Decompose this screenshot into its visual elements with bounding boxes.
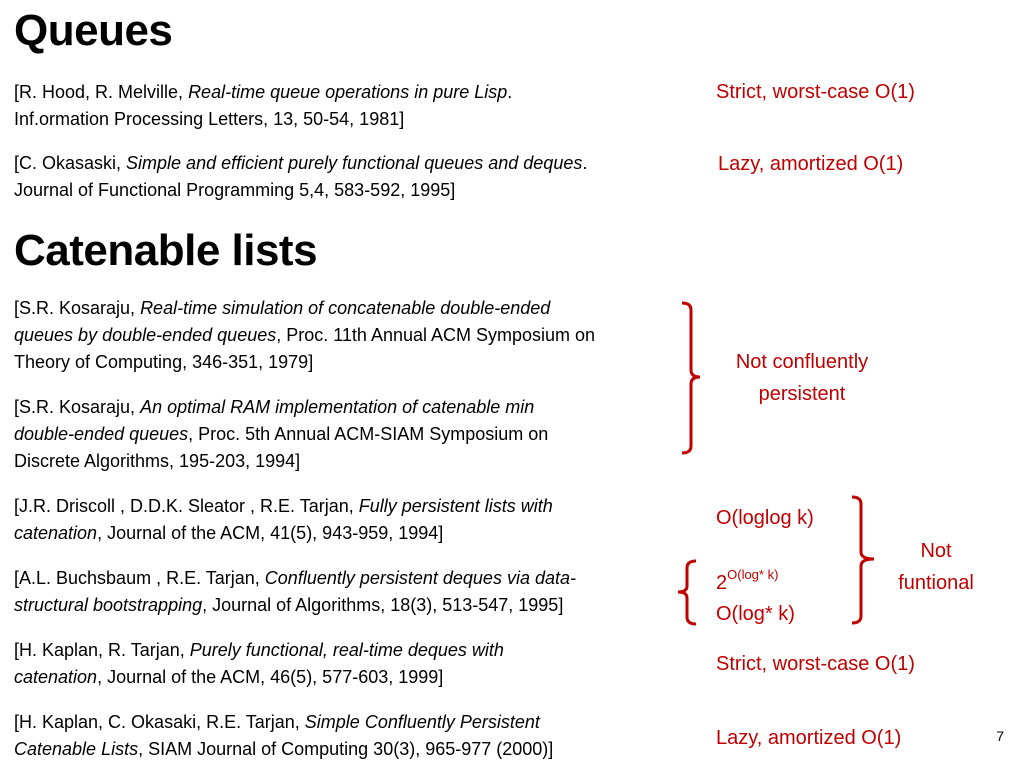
annotation-lazy-amortized: Lazy, amortized O(1) xyxy=(718,153,904,175)
reference-authors: [H. Kaplan, C. Okasaki, R.E. Tarjan, xyxy=(14,712,305,732)
reference-title: Real-time simulation of concatenable double-ended xyxy=(140,298,551,318)
reference-kaplan-okasaki-tarjan xyxy=(14,709,553,763)
annotation-base: 2 xyxy=(716,572,728,594)
heading-queues: Queues xyxy=(14,6,173,55)
reference-kosaraju-1979 xyxy=(14,295,595,376)
annotation-log-star: O(log* k) xyxy=(716,603,795,625)
reference-venue: Theory of Computing, 346-351, 1979] xyxy=(14,352,314,372)
reference-venue: , Proc. 5th Annual ACM-SIAM Symposium on xyxy=(188,424,549,444)
annotation-line: funtional xyxy=(898,572,974,594)
reference-venue: Discrete Algorithms, 195-203, 1994] xyxy=(14,451,301,471)
reference-venue: , Proc. 11th Annual ACM Symposium on xyxy=(276,325,596,345)
reference-venue: . xyxy=(507,82,513,102)
annotation-strict-worst-case: Strict, worst-case O(1) xyxy=(716,81,915,103)
annotation-loglog: O(loglog k) xyxy=(716,507,814,529)
reference-venue: , Journal of the ACM, 46(5), 577-603, 1999] xyxy=(97,667,444,687)
reference-title: structural bootstrapping xyxy=(14,595,203,615)
annotation-line: Not confluently xyxy=(735,351,869,373)
right-brace-icon xyxy=(676,300,706,460)
reference-authors: [J.R. Driscoll , D.D.K. Sleator , R.E. Tarjan, xyxy=(14,496,359,516)
reference-venue: Inf.ormation Processing Letters, 13, 50-54, 1981] xyxy=(14,109,405,129)
reference-title: Fully persistent lists with xyxy=(358,496,553,516)
right-brace-path xyxy=(682,303,700,453)
reference-authors: [R. Hood, R. Melville, xyxy=(14,82,189,102)
reference-venue: . xyxy=(582,153,588,173)
right-brace-path xyxy=(852,497,874,623)
reference-kaplan-tarjan xyxy=(14,637,504,691)
reference-title: Simple Confluently Persistent xyxy=(304,712,540,732)
reference-authors: [H. Kaplan, R. Tarjan, xyxy=(14,640,190,660)
reference-title: catenation xyxy=(14,523,98,543)
annotation-not-confluently-persistent xyxy=(712,346,892,410)
reference-title: catenation xyxy=(14,667,98,687)
annotation-exponent: O(log* k) xyxy=(727,567,779,582)
reference-venue: , Journal of Algorithms, 18(3), 513-547, 1995] xyxy=(202,595,564,615)
annotation-not-functional xyxy=(880,535,992,599)
reference-title: Real-time queue operations in pure Lisp xyxy=(188,82,508,102)
annotation-strict-worst-case-deques: Strict, worst-case O(1) xyxy=(716,653,915,675)
reference-authors: [C. Okasaski, xyxy=(14,153,127,173)
right-brace-icon xyxy=(846,494,882,628)
reference-title: An optimal RAM implementation of catenable min xyxy=(140,397,535,417)
reference-title: queues by double-ended queues xyxy=(14,325,277,345)
reference-authors: [S.R. Kosaraju, xyxy=(14,397,141,417)
reference-hood-melville xyxy=(14,79,512,133)
reference-authors: [S.R. Kosaraju, xyxy=(14,298,141,318)
reference-title: double-ended queues xyxy=(14,424,189,444)
annotation-lazy-amortized-lists: Lazy, amortized O(1) xyxy=(716,727,902,749)
reference-title: Catenable Lists xyxy=(14,739,139,759)
reference-venue: Journal of Functional Programming 5,4, 583-592, 1995] xyxy=(14,180,456,200)
reference-kosaraju-1994 xyxy=(14,394,548,475)
annotation-line: persistent xyxy=(758,383,846,405)
left-brace-path xyxy=(678,561,696,624)
annotation-power-log-star xyxy=(716,559,778,599)
reference-driscoll xyxy=(14,493,553,547)
page-number: 7 xyxy=(996,728,1004,744)
reference-title: Confluently persistent deques via data- xyxy=(264,568,576,588)
left-brace-icon xyxy=(672,558,702,628)
reference-authors: [A.L. Buchsbaum , R.E. Tarjan, xyxy=(14,568,265,588)
reference-venue: , SIAM Journal of Computing 30(3), 965-977 (2000)] xyxy=(138,739,554,759)
reference-title: Simple and efficient purely functional queues and deques xyxy=(126,153,583,173)
annotation-line: Not xyxy=(920,540,952,562)
reference-venue: , Journal of the ACM, 41(5), 943-959, 1994] xyxy=(97,523,444,543)
reference-buchsbaum xyxy=(14,565,576,619)
reference-okasaki xyxy=(14,150,587,204)
heading-catenable-lists: Catenable lists xyxy=(14,226,318,275)
reference-title: Purely functional, real-time deques with xyxy=(189,640,504,660)
